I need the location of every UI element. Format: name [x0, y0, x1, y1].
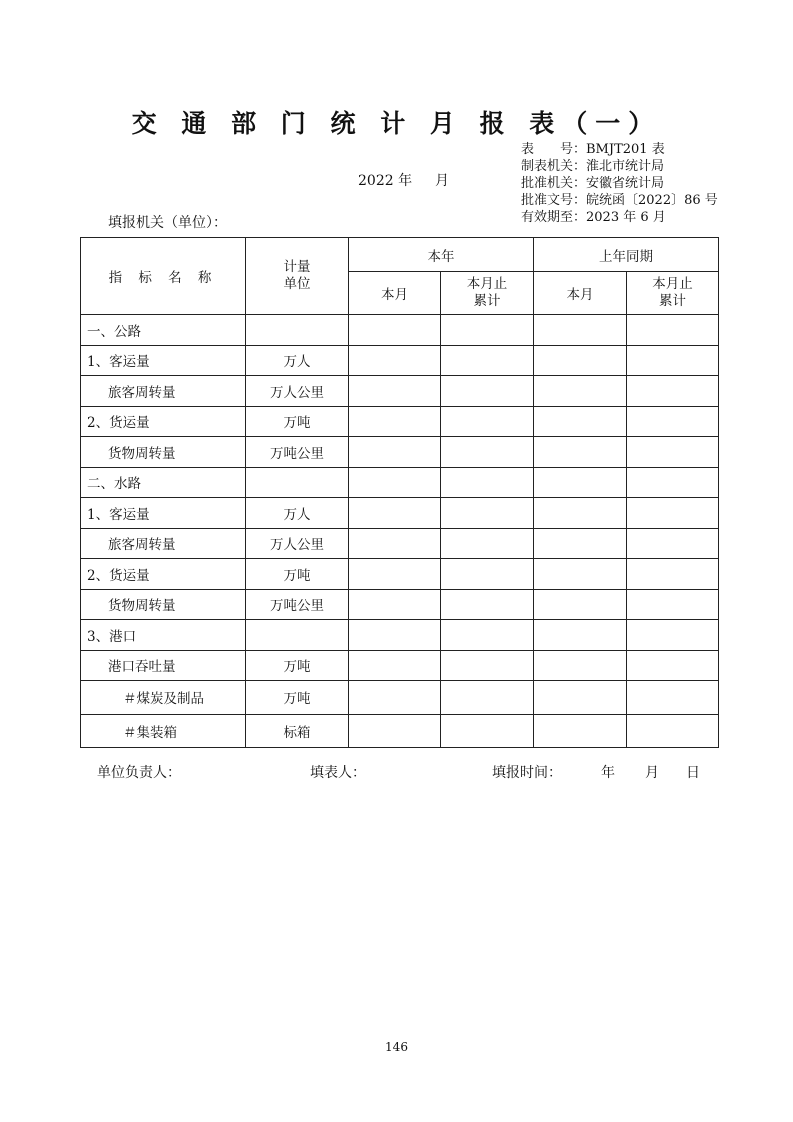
value-cell[interactable]	[534, 559, 627, 590]
header-indicator-name: 指 标 名 称	[81, 238, 246, 315]
value-cell[interactable]	[441, 498, 534, 529]
table-row	[81, 559, 719, 590]
report-period	[358, 170, 449, 190]
value-cell[interactable]	[534, 528, 627, 559]
value-cell[interactable]	[627, 589, 719, 620]
value-cell[interactable]	[441, 620, 534, 651]
header-cumulative: 本月止 累计	[441, 272, 534, 315]
table-row	[81, 681, 719, 715]
value-cell[interactable]	[627, 528, 719, 559]
unit-cell	[246, 467, 349, 498]
footer-day: 日	[686, 765, 700, 781]
indicator-name: ＃煤炭及制品	[81, 681, 246, 715]
filling-unit-label: 填报机关（单位）：	[108, 215, 227, 231]
value-cell[interactable]	[349, 498, 441, 529]
value-cell[interactable]	[627, 467, 719, 498]
value-cell[interactable]	[627, 345, 719, 376]
report-title: 交 通 部 门 统 计 月 报 表（一）	[131, 109, 662, 138]
value-cell[interactable]	[534, 498, 627, 529]
table-row	[81, 376, 719, 407]
indicator-name: 3、港口	[81, 620, 246, 651]
value-cell[interactable]	[627, 437, 719, 468]
value-cell[interactable]	[534, 345, 627, 376]
value-cell[interactable]	[349, 620, 441, 651]
value-cell[interactable]	[627, 681, 719, 715]
approving-authority: 批准机关：安徽省统计局	[521, 176, 665, 191]
footer-responsible-label: 单位负责人：	[97, 765, 181, 781]
table-row	[81, 345, 719, 376]
table-row	[81, 650, 719, 681]
value-cell[interactable]	[441, 345, 534, 376]
indicator-name: 二、水路	[81, 467, 246, 498]
header-ly-this-month: 本月	[534, 272, 627, 315]
value-cell[interactable]	[349, 528, 441, 559]
value-cell[interactable]	[349, 681, 441, 715]
value-cell[interactable]	[441, 467, 534, 498]
value-cell[interactable]	[349, 437, 441, 468]
indicator-name: 2、货运量	[81, 406, 246, 437]
form-number: 表 号：BMJT201 表	[521, 142, 665, 157]
unit-cell: 万吨公里	[246, 589, 349, 620]
value-cell[interactable]	[349, 559, 441, 590]
value-cell[interactable]	[534, 406, 627, 437]
value-cell[interactable]	[627, 650, 719, 681]
indicator-name: 1、客运量	[81, 345, 246, 376]
value-cell[interactable]	[534, 437, 627, 468]
value-cell[interactable]	[441, 589, 534, 620]
value-cell[interactable]	[441, 406, 534, 437]
value-cell[interactable]	[627, 376, 719, 407]
table-row	[81, 406, 719, 437]
issuing-authority: 制表机关：淮北市统计局	[521, 159, 665, 174]
value-cell[interactable]	[441, 437, 534, 468]
value-cell[interactable]	[627, 559, 719, 590]
unit-cell: 万吨	[246, 650, 349, 681]
value-cell[interactable]	[627, 498, 719, 529]
table-row	[81, 528, 719, 559]
header-this-month: 本月	[349, 272, 441, 315]
indicator-name: 货物周转量	[81, 589, 246, 620]
value-cell[interactable]	[441, 559, 534, 590]
unit-cell: 万人公里	[246, 376, 349, 407]
report-year: 2022 年	[358, 173, 413, 189]
table-row	[81, 620, 719, 651]
value-cell[interactable]	[441, 650, 534, 681]
value-cell[interactable]	[534, 650, 627, 681]
header-this-year: 本年	[349, 238, 534, 272]
value-cell[interactable]	[627, 620, 719, 651]
value-cell[interactable]	[534, 315, 627, 346]
approval-document-number: 批准文号：皖统函〔2022〕86 号	[521, 193, 718, 208]
unit-cell	[246, 620, 349, 651]
report-month: 月	[435, 173, 449, 189]
form-meta-block	[521, 141, 718, 226]
statistics-table	[80, 237, 719, 748]
value-cell[interactable]	[349, 589, 441, 620]
unit-cell: 万吨	[246, 559, 349, 590]
unit-cell: 万人	[246, 345, 349, 376]
unit-cell: 万吨	[246, 681, 349, 715]
value-cell[interactable]	[534, 589, 627, 620]
valid-until: 有效期至：2023 年 6 月	[521, 210, 666, 225]
unit-cell: 标箱	[246, 714, 349, 748]
indicator-name: 一、公路	[81, 315, 246, 346]
header-ly-cumulative: 本月止 累计	[627, 272, 719, 315]
value-cell[interactable]	[441, 376, 534, 407]
indicator-name: 货物周转量	[81, 437, 246, 468]
table-header-row-1	[81, 238, 719, 272]
value-cell[interactable]	[441, 681, 534, 715]
unit-cell	[246, 315, 349, 346]
table-row	[81, 315, 719, 346]
footer-month: 月	[645, 765, 659, 781]
page-number: 146	[385, 1040, 408, 1054]
indicator-name: 港口吞吐量	[81, 650, 246, 681]
value-cell[interactable]	[349, 345, 441, 376]
value-cell[interactable]	[627, 406, 719, 437]
value-cell[interactable]	[349, 406, 441, 437]
table-row	[81, 589, 719, 620]
value-cell[interactable]	[534, 620, 627, 651]
table-row	[81, 714, 719, 748]
value-cell[interactable]	[534, 714, 627, 748]
indicator-name: 旅客周转量	[81, 376, 246, 407]
footer-filler-label: 填表人：	[310, 765, 366, 781]
table-row	[81, 498, 719, 529]
unit-cell: 万吨	[246, 406, 349, 437]
value-cell[interactable]	[534, 681, 627, 715]
value-cell[interactable]	[534, 376, 627, 407]
header-unit: 计量 单位	[246, 238, 349, 315]
value-cell[interactable]	[441, 528, 534, 559]
unit-cell: 万吨公里	[246, 437, 349, 468]
value-cell[interactable]	[349, 714, 441, 748]
footer-fill-time-label: 填报时间：	[492, 765, 562, 781]
header-last-year-same-period: 上年同期	[534, 238, 719, 272]
table-row	[81, 467, 719, 498]
value-cell[interactable]	[349, 376, 441, 407]
indicator-name: 旅客周转量	[81, 528, 246, 559]
value-cell[interactable]	[627, 315, 719, 346]
value-cell[interactable]	[349, 650, 441, 681]
value-cell[interactable]	[441, 714, 534, 748]
value-cell[interactable]	[349, 315, 441, 346]
value-cell[interactable]	[349, 467, 441, 498]
indicator-name: 1、客运量	[81, 498, 246, 529]
indicator-name: ＃集装箱	[81, 714, 246, 748]
unit-cell: 万人公里	[246, 528, 349, 559]
value-cell[interactable]	[627, 714, 719, 748]
footer-year: 年	[601, 765, 615, 781]
unit-cell: 万人	[246, 498, 349, 529]
indicator-name: 2、货运量	[81, 559, 246, 590]
table-row	[81, 437, 719, 468]
value-cell[interactable]	[534, 467, 627, 498]
value-cell[interactable]	[441, 315, 534, 346]
